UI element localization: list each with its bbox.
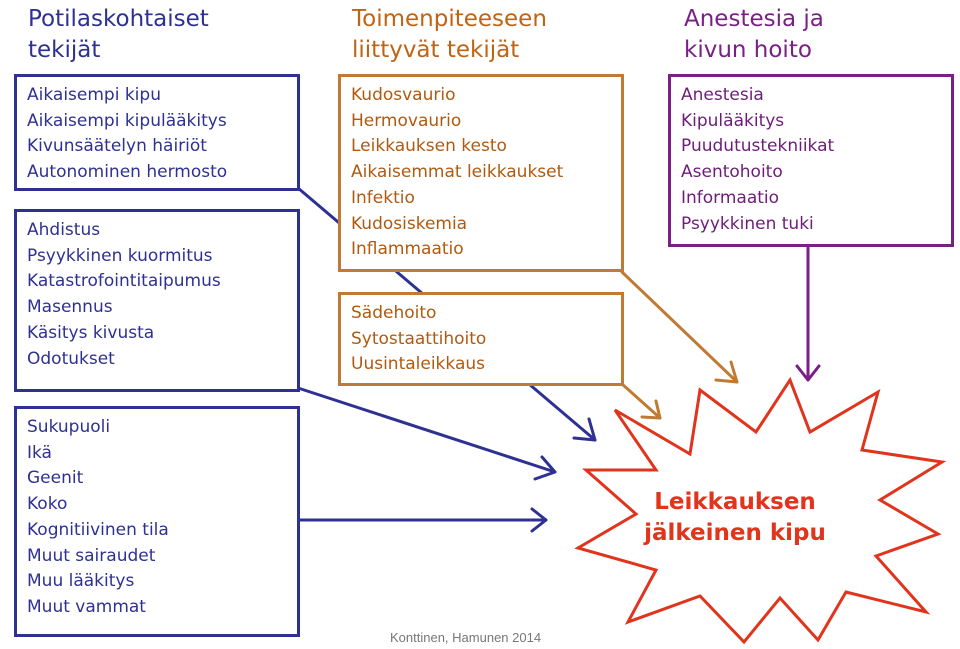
list-item: Inflammaatio	[351, 239, 464, 260]
heading-line: Potilaskohtaiset	[28, 6, 209, 32]
list-item: Ikä	[27, 442, 52, 463]
list-item: Muut sairaudet	[27, 545, 156, 566]
list-item: Katastrofointitaipumus	[27, 271, 221, 292]
list-item: Muu lääkitys	[27, 571, 135, 592]
list-item: Autonominen hermosto	[27, 162, 228, 183]
heading-line: tekijät	[28, 37, 101, 63]
list-item: Sädehoito	[351, 303, 437, 323]
list-item: Psyykkinen tuki	[681, 213, 814, 234]
list-item: Ahdistus	[27, 220, 101, 240]
list-item: Masennus	[27, 297, 113, 318]
list-item: Hermovaurio	[351, 110, 462, 131]
outcome-line: Leikkauksen	[654, 489, 816, 515]
list-item: Asentohoito	[681, 162, 783, 183]
list-item: Sukupuoli	[27, 417, 111, 437]
list-item: Aikaisempi kipu	[27, 85, 161, 105]
list-item: Odotukset	[27, 348, 115, 369]
heading-line: liittyvät tekijät	[352, 37, 520, 63]
list-item: Puudutustekniikat	[681, 136, 835, 157]
list-item: Uusintaleikkaus	[351, 354, 485, 375]
outcome-line: jälkeinen kipu	[644, 520, 826, 546]
list-item: Kivunsäätelyn häiriöt	[27, 136, 207, 157]
list-item: Leikkauksen kesto	[351, 136, 507, 157]
list-item: Kudosvaurio	[351, 85, 456, 105]
list-item: Kognitiivinen tila	[27, 519, 169, 540]
list-item: Infektio	[351, 187, 415, 208]
list-item: Geenit	[27, 468, 84, 489]
heading-line: kivun hoito	[684, 37, 812, 63]
list-item: Koko	[27, 494, 68, 515]
list-item: Käsitys kivusta	[27, 322, 155, 343]
list-item: Psyykkinen kuormitus	[27, 245, 213, 266]
outcome-label	[615, 487, 855, 549]
list-item: Informaatio	[681, 187, 780, 208]
list-item: Kudosiskemia	[351, 213, 468, 234]
list-item: Aikaisemmat leikkaukset	[351, 162, 564, 183]
heading-line: Anestesia ja	[684, 6, 824, 32]
list-item: Kipulääkitys	[681, 110, 785, 131]
list-item: Aikaisempi kipulääkitys	[27, 110, 227, 131]
heading-line: Toimenpiteeseen	[352, 6, 547, 32]
source-credit: Konttinen, Hamunen 2014	[390, 630, 542, 645]
list-item: Sytostaattihoito	[351, 328, 487, 349]
list-item: Anestesia	[681, 85, 764, 105]
list-item: Muut vammat	[27, 596, 146, 617]
